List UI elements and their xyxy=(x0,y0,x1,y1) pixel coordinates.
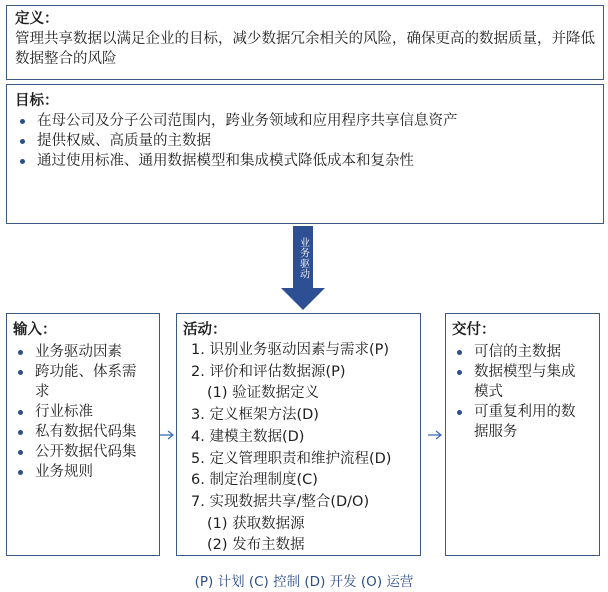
deliverable-item: 可信的主数据 xyxy=(452,342,593,362)
inputs-list xyxy=(13,342,153,482)
goals-title: 目标： xyxy=(15,93,59,109)
activity-subitem: (2) 发布主数据 xyxy=(207,537,305,554)
goal-item: 提供权威、高质量的主数据 xyxy=(15,131,595,151)
definition-title: 定义： xyxy=(15,11,59,27)
deliverables-list xyxy=(452,342,593,442)
activity-to-deliverable-arrow xyxy=(428,429,444,441)
input-item: 行业标准 xyxy=(13,402,153,422)
input-item: 公开数据代码集 xyxy=(13,442,153,462)
input-item: 跨功能、体系需求 xyxy=(13,362,153,402)
activities-title: 活动： xyxy=(183,322,227,338)
goals-list xyxy=(15,111,595,171)
inputs-box xyxy=(6,313,160,556)
activity-item: 2. 评价和评估数据源(P) xyxy=(191,363,346,380)
activities-box xyxy=(176,313,421,556)
goal-item: 通过使用标准、通用数据模型和集成模式降低成本和复杂性 xyxy=(15,151,595,171)
activity-subitem: (1) 获取数据源 xyxy=(207,515,305,532)
activity-subitem: (1) 验证数据定义 xyxy=(207,385,320,402)
activity-item: 5. 定义管理职责和维护流程(D) xyxy=(191,450,392,467)
activity-item: 6. 制定治理制度(C) xyxy=(191,472,318,489)
business-driver-label-wrap xyxy=(292,230,314,286)
inputs-title: 输入： xyxy=(13,322,57,338)
activity-item: 4. 建模主数据(D) xyxy=(191,428,305,445)
input-item: 私有数据代码集 xyxy=(13,422,153,442)
input-item: 业务规则 xyxy=(13,462,153,482)
deliverables-box xyxy=(445,313,600,556)
definition-box xyxy=(6,5,604,80)
legend: (P) 计划 (C) 控制 (D) 开发 (O) 运营 xyxy=(194,574,414,590)
deliverables-title: 交付： xyxy=(452,322,496,338)
goal-item: 在母公司及分子公司范围内，跨业务领域和应用程序共享信息资产 xyxy=(15,111,595,131)
business-driver-label: 业务驱动 xyxy=(297,237,309,279)
goals-box xyxy=(6,84,604,224)
activities-list xyxy=(183,340,414,557)
input-to-activity-arrow xyxy=(160,429,176,441)
activity-item: 7. 实现数据共享/整合(D/O) xyxy=(191,493,370,510)
deliverable-item: 数据模型与集成模式 xyxy=(452,362,593,402)
input-item: 业务驱动因素 xyxy=(13,342,153,362)
activity-item: 1. 识别业务驱动因素与需求(P) xyxy=(191,342,390,358)
deliverable-item: 可重复利用的数据服务 xyxy=(452,402,593,442)
activity-item: 3. 定义框架方法(D) xyxy=(191,407,319,424)
definition-text: 管理共享数据以满足企业的目标，减少数据冗余相关的风险，确保更高的数据质量，并降低数据整合的风险 xyxy=(15,31,595,67)
